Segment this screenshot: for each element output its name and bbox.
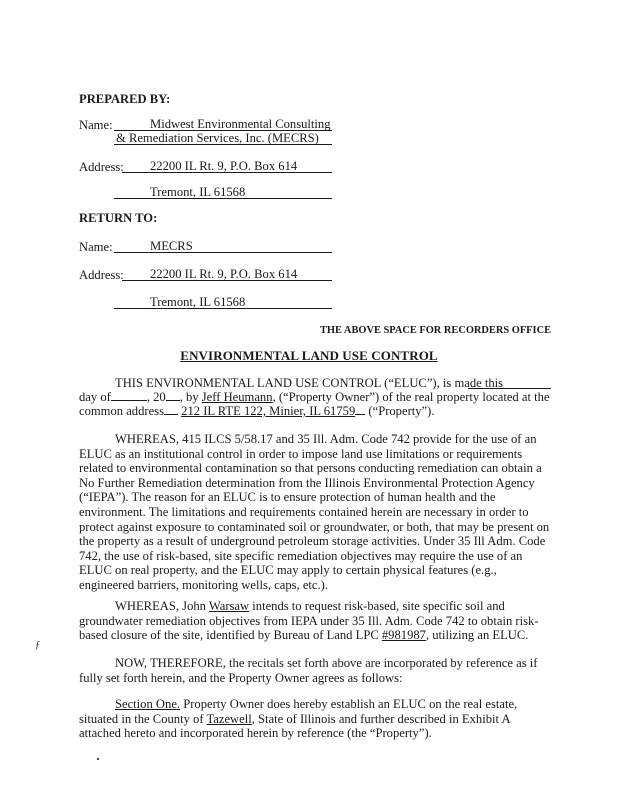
intro-text1: THIS ENVIRONMENTAL LAND USE CONTROL (“ELUC”), is made this [115,376,504,390]
intro-day-blank [111,390,147,401]
intro-owner-rest: , (“Property Owner”) of the real property located at the [272,390,550,404]
prepared-address-line1: 22200 IL Rt. 9, P.O. Box 614 [150,159,298,173]
section-one-county: Tazewell [206,711,252,726]
intro-twenty: , 20 [146,390,166,404]
recorders-note: THE ABOVE SPACE FOR RECORDERS OFFICE [319,325,551,336]
section-one-paragraph [79,697,551,741]
return-address-label: Address: [79,268,124,282]
return-address-line2: Tremont, IL 61568 [150,295,246,309]
intro-day-of: day of [79,390,111,404]
prepared-address-line2: Tremont, IL 61568 [150,185,246,199]
section-one-part1: Property Owner does hereby establish an ELUC on the real estate, situated in the County of [79,697,518,726]
document-title: ENVIRONMENTAL LAND USE CONTROL [180,348,438,363]
intro-line2 [79,390,549,405]
section-one-part2: , State of Illinois and further described in Exhibit A attached hereto and incorporated herein by reference (the “Property”). [79,711,510,741]
return-name-value: MECRS [150,239,193,253]
section-one-label: Section One. [115,697,181,711]
whereas-paragraph-1: WHEREAS, 415 ILCS 5/58.17 and 35 Ill. Adm. Code 742 provide for the use of an ELUC as an institutional control in order to impose land use limitations or requirements related to environmental contamination so that persons conducting remediation can obtain a No Further Remediation determination from the Illinois Environmental Protection Agency (“IEPA”). The reason for an ELUC is to ensure protection of human health and the environment. The limitations and requirements contained herein are necessary in order to protect against exposure to contaminated soil or groundwater, or both, that may be present on the property as a result of underground petroleum storage activities. Under 35 Ill Adm. Code 742, the use of risk-based, site specific remediation objectives may require the use of an ELUC on real property, and the ELUC may apply to certain physical features (e.g., engineered barriers, monitoring wells, caps, etc.). [79,432,550,592]
intro-day-rule [468,388,551,389]
prepared-name-line2: & Remediation Services, Inc. (MECRS) [116,131,319,145]
intro-by: , by [179,390,199,404]
return-address-line1: 22200 IL Rt. 9, P.O. Box 614 [150,267,298,281]
stray-mark [97,758,99,760]
whereas2-name: Warsaw [208,599,250,613]
prepared-name-label: Name: [79,118,113,132]
return-name-rule [114,252,332,253]
intro-line3 [79,404,435,419]
intro-line1 [115,376,503,391]
whereas2-part2: intends to request risk-based, site specific soil and groundwater remediation objectives from IEPA under 35 Ill. Adm. Code 742 to obtain risk-based closure of the site, identified by Bureau of Land LPC [79,599,539,643]
now-therefore-paragraph: NOW, THEREFORE, the recitals set forth above are incorporated by reference as if fully set forth herein, and the Property Owner agrees as follows: [79,656,538,685]
whereas2-part3: , utilizing an ELUC. [425,628,529,643]
prepared-address-label: Address: [79,160,124,174]
whereas2-part1: WHEREAS, John [115,599,209,613]
intro-year-blank [166,390,180,401]
prepared-name-line1: Midwest Environmental Consulting [150,117,331,131]
whereas2-lpc: #981987 [381,628,426,643]
intro-common-address-value: 212 IL RTE 122, Minier, IL 61759 [181,404,356,418]
intro-property-tag: (“Property”). [368,404,435,418]
intro-owner-name: Jeff Heumann [201,390,273,404]
margin-mark: ƒ [35,639,41,651]
intro-common-address-label: common address [79,404,164,418]
return-to-heading: RETURN TO: [79,211,158,225]
prepared-by-heading: PREPARED BY: [79,92,171,106]
return-name-label: Name: [79,240,113,254]
whereas-paragraph-2 [79,599,551,643]
